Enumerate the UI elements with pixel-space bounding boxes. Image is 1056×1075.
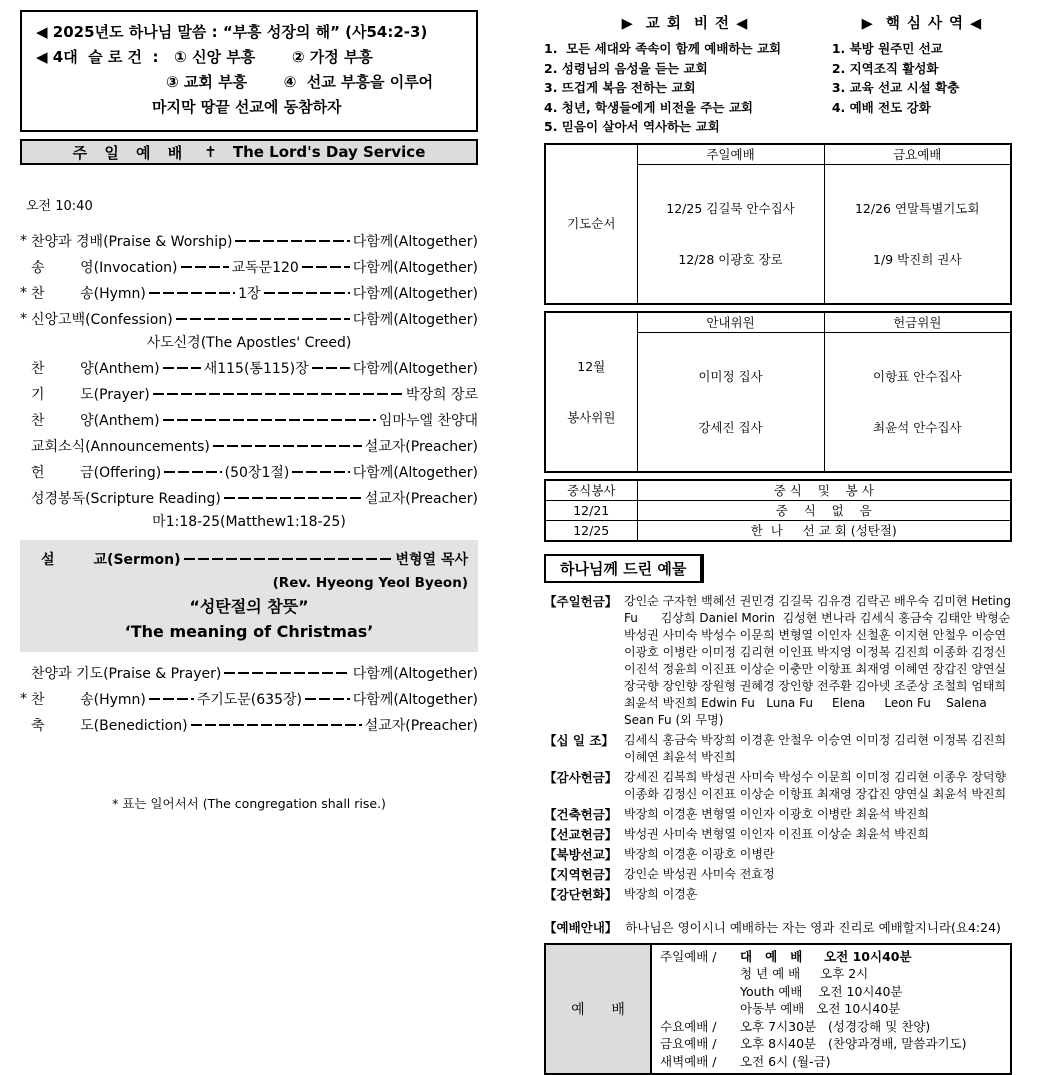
order-item <box>20 355 478 381</box>
order-label: 신앙고백(Confession) <box>31 309 173 329</box>
service-title-english: The Lord's Day Service <box>233 143 426 161</box>
prayer-friday-line1: 12/26 연말특별기도회 <box>827 200 1009 217</box>
leader-line <box>181 266 229 268</box>
yearly-slogan-box <box>20 10 478 132</box>
order-center-line: 마1:18-25(Matthew1:18-25) <box>20 511 478 534</box>
leader-line <box>164 471 221 473</box>
order-right: 다함께(Altogether) <box>353 358 478 378</box>
worship-times-lines <box>652 945 1010 1074</box>
leader-line <box>149 698 194 700</box>
sermon-preacher-english: (Rev. Hyeong Yeol Byeon) <box>30 572 468 594</box>
offering-row <box>544 846 1012 863</box>
leader-line <box>191 724 362 726</box>
offering-category-label: 【주일헌금】 <box>544 593 624 729</box>
order-right: 설교자(Preacher) <box>365 715 478 735</box>
offering-names <box>624 732 1012 766</box>
leader-line <box>163 367 201 369</box>
church-vision-item: 4. 청년, 학생들에게 비전을 주는 교회 <box>544 98 826 118</box>
order-right: 다함께(Altogether) <box>353 309 478 329</box>
order-center-line: 사도신경(The Apostles' Creed) <box>20 332 478 355</box>
order-right: 박장희 장로 <box>406 384 478 404</box>
order-item <box>20 433 478 459</box>
worship-time-prefix <box>660 1000 740 1018</box>
worship-time-text: Youth 예배 오전 10시40분 <box>740 983 902 1001</box>
order-item <box>20 660 478 686</box>
cross-icon: ✝ <box>204 143 217 161</box>
offering-names <box>624 866 1012 883</box>
order-label: 찬 송(Hymn) <box>31 283 146 303</box>
lunch-row2-date: 12/25 <box>545 520 637 541</box>
prayer-col-sunday: 주일예배 <box>637 144 824 165</box>
lunch-service-table <box>544 479 1012 542</box>
church-vision-column <box>544 12 826 137</box>
order-item <box>20 280 478 306</box>
order-right: 다함께(Altogether) <box>353 283 478 303</box>
slogan-line-3: ③ 교회 부흥 ④ 선교 부흥을 이루어 <box>36 70 468 95</box>
offering-names-line: 강세진 김복희 박성권 사미숙 박성수 이문희 이미정 김리현 이종우 장덕향 <box>624 769 1012 786</box>
offering-names <box>624 846 1012 863</box>
volunteer-label-line1: 12월 <box>548 358 635 375</box>
volunteer-offering-line2: 최윤석 안수집사 <box>827 419 1009 436</box>
worship-time-prefix <box>660 965 740 983</box>
order-item <box>20 306 478 332</box>
offering-names-line: 박성권 사미숙 변형열 이인자 이진표 이상순 최윤석 박진희 <box>624 826 1012 843</box>
sermon-label: 설 교(Sermon) <box>41 549 181 569</box>
order-right: 임마누엘 찬양대 <box>379 410 478 430</box>
leader-line <box>224 672 349 674</box>
offering-names <box>624 769 1012 803</box>
offering-names-line: 이광호 이병란 이미정 김리현 이인표 박지영 이정복 김진희 이종화 김정신 <box>624 644 1012 661</box>
core-ministry-item: 4. 예배 전도 강화 <box>832 98 1012 118</box>
order-item <box>20 381 478 407</box>
worship-time-line <box>660 965 1002 983</box>
order-label: 헌 금(Offering) <box>31 462 161 482</box>
lunch-header-right: 중 식 및 봉 사 <box>637 480 1011 501</box>
lunch-header-left: 중식봉사 <box>545 480 637 501</box>
prayer-sunday-line2: 12/28 이광호 장로 <box>640 251 822 268</box>
core-ministry-item: 2. 지역조직 활성화 <box>832 59 1012 79</box>
leader-line <box>153 393 403 395</box>
offering-names-line: 김세식 홍금숙 박장희 이경훈 안철우 이승연 이미정 김리현 이정복 김진희 <box>624 732 1012 749</box>
prayer-friday-cell <box>824 164 1011 304</box>
prayer-schedule-table <box>544 143 1012 305</box>
volunteer-offering-cell <box>824 332 1011 472</box>
leader-line <box>264 292 350 294</box>
offering-names-line: 박성권 사미숙 박성수 이문희 변형열 이인자 신철훈 이지현 안철우 이승연 <box>624 627 1012 644</box>
slogan-line-1: ◀ 2025년도 하나님 말씀 : “부흥 성장의 해” (사54:2-3) <box>36 20 468 45</box>
order-right: 설교자(Preacher) <box>365 488 478 508</box>
worship-time-text: 청 년 예 배 오후 2시 <box>740 965 868 983</box>
offering-category-label: 【강단헌화】 <box>544 886 624 903</box>
worship-time-line <box>660 983 1002 1001</box>
order-label: 찬 양(Anthem) <box>31 410 160 430</box>
order-item <box>20 228 478 254</box>
offering-row <box>544 886 1012 903</box>
volunteer-col-usher: 안내위원 <box>637 312 824 333</box>
offering-category-label: 【건축헌금】 <box>544 806 624 823</box>
leader-line <box>292 471 349 473</box>
offering-names-line: 박장희 이경훈 변형열 이인자 이광호 이병란 최윤석 박진희 <box>624 806 1012 823</box>
worship-times-table <box>544 943 1012 1075</box>
order-of-worship-2 <box>20 660 478 738</box>
offering-row <box>544 732 1012 766</box>
order-star: * <box>20 233 31 249</box>
order-label: 성경봉독(Scripture Reading) <box>31 488 221 508</box>
sermon-title-english: ‘The meaning of Christmas’ <box>30 619 468 644</box>
worship-time-text: 대 예 배 오전 10시40분 <box>740 948 912 966</box>
order-mid: (50장1절) <box>225 462 290 482</box>
worship-info-label: 【예배안내】 <box>544 918 617 936</box>
lunch-row1-date: 12/21 <box>545 500 637 520</box>
order-mid: 교독문120 <box>232 257 299 277</box>
worship-time-text: 오전 6시 (월-금) <box>740 1053 831 1071</box>
worship-time-text: 오후 7시30분 (성경강해 및 찬양) <box>740 1018 930 1036</box>
service-title-korean: 주 일 예 배 <box>73 142 189 163</box>
offering-category-label: 【북방선교】 <box>544 846 624 863</box>
worship-time-prefix: 금요예배 / <box>660 1035 740 1053</box>
church-vision-list <box>544 39 826 137</box>
offering-names <box>624 826 1012 843</box>
prayer-col-friday: 금요예배 <box>824 144 1011 165</box>
volunteer-usher-line1: 이미정 집사 <box>640 368 822 385</box>
order-label: 기 도(Prayer) <box>31 384 150 404</box>
service-time: 오전 10:40 <box>26 195 478 214</box>
offering-row <box>544 769 1012 803</box>
order-item <box>20 254 478 280</box>
core-ministry-title: ▶ 핵 심 사 역 ◀ <box>832 12 1012 33</box>
volunteer-usher-cell <box>637 332 824 472</box>
order-star: * <box>20 285 31 301</box>
offering-names-line: 장국향 장인향 장원형 권혜경 장인향 전주환 김아넷 조준상 조철희 엄태희 <box>624 678 1012 695</box>
volunteer-offering-line1: 이항표 안수집사 <box>827 368 1009 385</box>
offering-names-line: 이혜연 최윤석 박진희 <box>624 749 1012 766</box>
offering-names-line: Sean Fu (외 무명) <box>624 712 1012 729</box>
offering-category-label: 【감사헌금】 <box>544 769 624 803</box>
sermon-row <box>30 546 468 572</box>
core-ministry-list <box>832 39 1012 117</box>
worship-times-label-cell: 예 배 <box>546 945 652 1074</box>
worship-time-prefix: 주일예배 / <box>660 948 740 966</box>
prayer-sunday-cell <box>637 164 824 304</box>
leader-line <box>235 240 349 242</box>
lunch-row2-text: 한 나 선 교 회 (성탄절) <box>637 520 1011 541</box>
order-item <box>20 485 478 511</box>
offering-names-line: 최윤석 박진희 Edwin Fu Luna Fu Elena Leon Fu Salena <box>624 695 1012 712</box>
offering-section-header: 하나님께 드린 예물 <box>544 554 704 583</box>
sermon-title-korean: “성탄절의 참뜻” <box>30 594 468 619</box>
right-page <box>544 12 1012 1075</box>
order-label: 찬양과 경배(Praise & Worship) <box>31 231 232 251</box>
order-item <box>20 407 478 433</box>
offering-names-line: 강인순 구자헌 백혜선 권민경 김길묵 김유경 김락곤 배우숙 김미현 Heting <box>624 593 1012 610</box>
core-ministry-item: 1. 북방 원주민 선교 <box>832 39 1012 59</box>
offering-names <box>624 886 1012 903</box>
order-right: 다함께(Altogether) <box>353 663 478 683</box>
order-of-worship-1 <box>20 228 478 534</box>
service-title-bar <box>20 139 478 165</box>
church-vision-item: 2. 성령님의 음성을 듣는 교회 <box>544 59 826 79</box>
order-label: 송 영(Invocation) <box>31 257 178 277</box>
order-right: 다함께(Altogether) <box>353 257 478 277</box>
offering-names-line: Fu 김상희 Daniel Morin 김성현 변나라 김세식 홍금숙 김태안 박형순 <box>624 610 1012 627</box>
order-item <box>20 712 478 738</box>
offering-names-line: 강인순 박성권 사미숙 전효정 <box>624 866 1012 883</box>
order-right: 다함께(Altogether) <box>353 231 478 251</box>
prayer-friday-line2: 1/9 박진희 권사 <box>827 251 1009 268</box>
worship-time-line <box>660 1035 1002 1053</box>
order-label: 찬 송(Hymn) <box>31 689 146 709</box>
sermon-preacher: 변형열 목사 <box>396 549 469 569</box>
leader-line <box>302 266 350 268</box>
order-star: * <box>20 691 31 707</box>
order-star: * <box>20 311 31 327</box>
offering-names-line: 이진석 정윤희 이진표 이상순 이충만 이항표 최재영 이혜연 장갑진 양연실 <box>624 661 1012 678</box>
offering-row <box>544 826 1012 843</box>
leader-line <box>305 698 350 700</box>
order-label: 축 도(Benediction) <box>31 715 188 735</box>
volunteer-table-label <box>545 312 637 472</box>
church-vision-item: 1. 모든 세대와 족속이 함께 예배하는 교회 <box>544 39 826 59</box>
offering-category-label: 【지역헌금】 <box>544 866 624 883</box>
leader-line <box>213 445 362 447</box>
order-right: 설교자(Preacher) <box>365 436 478 456</box>
worship-time-prefix <box>660 983 740 1001</box>
worship-time-prefix: 새벽예배 / <box>660 1053 740 1071</box>
leader-line <box>176 318 350 320</box>
church-vision-item: 3. 뜨겁게 복음 전하는 교회 <box>544 78 826 98</box>
leader-line <box>184 558 393 560</box>
volunteer-col-offering: 헌금위원 <box>824 312 1011 333</box>
worship-time-prefix: 수요예배 / <box>660 1018 740 1036</box>
prayer-sunday-line1: 12/25 김길묵 안수집사 <box>640 200 822 217</box>
offering-names-line: 박장희 이경훈 <box>624 886 1012 903</box>
offering-category-label: 【십 일 조】 <box>544 732 624 766</box>
leader-line <box>163 419 376 421</box>
offering-names <box>624 593 1012 729</box>
offering-category-label: 【선교헌금】 <box>544 826 624 843</box>
worship-info-verse: 하나님은 영이시니 예배하는 자는 영과 진리로 예배할지니라(요4:24) <box>625 918 1001 936</box>
leader-line <box>149 292 235 294</box>
vision-section <box>544 12 1012 137</box>
leader-line <box>224 497 362 499</box>
order-mid: 1장 <box>238 283 260 303</box>
sermon-block <box>20 540 478 652</box>
offering-row <box>544 806 1012 823</box>
leader-line <box>312 367 350 369</box>
worship-time-line <box>660 1000 1002 1018</box>
worship-time-line <box>660 1018 1002 1036</box>
church-vision-item: 5. 믿음이 살아서 역사하는 교회 <box>544 117 826 137</box>
order-label: 찬양과 기도(Praise & Prayer) <box>31 663 221 683</box>
offerings-list <box>544 593 1012 903</box>
worship-time-text: 오후 8시40분 (찬양과경배, 말씀과기도) <box>740 1035 967 1053</box>
offering-names-line: 이종화 김정신 이진표 이상순 이항표 최재영 장갑진 양연실 최윤석 박진희 <box>624 786 1012 803</box>
prayer-table-label: 기도순서 <box>545 144 637 304</box>
slogan-line-2: ◀ 4대 슬 로 건 : ① 신앙 부흥 ② 가정 부흥 <box>36 45 468 70</box>
worship-info-line <box>544 918 1012 936</box>
slogan-line-4: 마지막 땅끝 선교에 동참하자 <box>36 95 468 120</box>
order-mid: 새115(통115)장 <box>204 358 309 378</box>
left-page <box>20 10 478 812</box>
offering-names <box>624 806 1012 823</box>
offering-names-line: 박장희 이경훈 이광호 이병란 <box>624 846 1012 863</box>
church-vision-title: ▶ 교 회 비 전 ◀ <box>544 12 826 33</box>
offering-row <box>544 866 1012 883</box>
order-item <box>20 686 478 712</box>
core-ministry-item: 3. 교육 선교 시설 확충 <box>832 78 1012 98</box>
order-right: 다함께(Altogether) <box>353 462 478 482</box>
core-ministry-column <box>826 12 1012 137</box>
rise-footnote: * 표는 일어서서 (The congregation shall rise.) <box>20 794 478 812</box>
order-label: 교회소식(Announcements) <box>31 436 210 456</box>
order-item <box>20 459 478 485</box>
worship-time-line <box>660 948 1002 966</box>
lunch-row1-text: 중 식 없 음 <box>637 500 1011 520</box>
offering-row <box>544 593 1012 729</box>
volunteer-usher-line2: 강세진 집사 <box>640 419 822 436</box>
order-right: 다함께(Altogether) <box>353 689 478 709</box>
order-label: 찬 양(Anthem) <box>31 358 160 378</box>
worship-time-text: 아동부 예배 오전 10시40분 <box>740 1000 900 1018</box>
worship-time-line <box>660 1053 1002 1071</box>
volunteer-table <box>544 311 1012 473</box>
volunteer-label-line2: 봉사위원 <box>548 409 635 426</box>
order-mid: 주기도문(635장) <box>197 689 302 709</box>
